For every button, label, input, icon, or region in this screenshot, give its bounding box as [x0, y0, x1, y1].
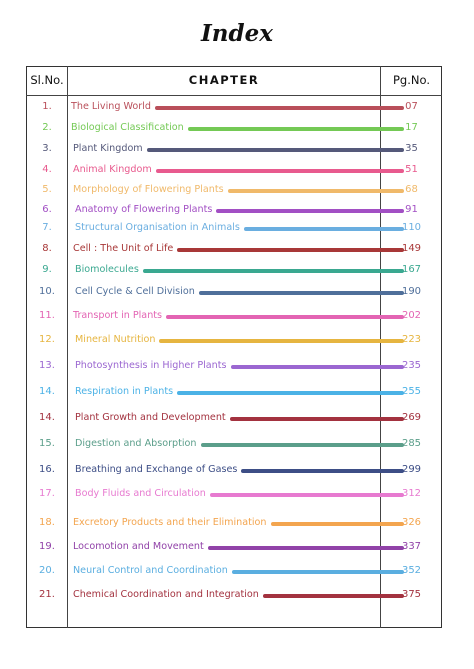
chapter-title: Cell Cycle & Cell Division — [75, 286, 195, 297]
table-row — [0, 139, 474, 159]
table-row — [0, 239, 474, 259]
table-row — [0, 218, 474, 238]
page-number: 299 — [401, 464, 422, 475]
page-number: 326 — [401, 517, 422, 528]
serial-number: 4. — [42, 164, 52, 175]
chapter-title: Respiration in Plants — [75, 386, 174, 397]
page-number: 91 — [405, 204, 418, 215]
index-title: Index — [201, 20, 273, 47]
chapter-title: Plant Kingdom — [73, 143, 143, 154]
serial-number: 14. — [39, 412, 55, 423]
page-number: 167 — [401, 264, 422, 275]
table-row — [0, 200, 474, 220]
page-number: 51 — [405, 164, 418, 175]
table-row — [0, 118, 474, 138]
leader-bar — [159, 339, 404, 343]
chapter-title: The Living World — [71, 101, 151, 112]
table-row — [0, 282, 474, 302]
serial-number: 2. — [42, 122, 52, 133]
leader-bar — [241, 469, 404, 473]
page-number: 375 — [401, 589, 422, 600]
serial-number: 11. — [39, 310, 55, 321]
serial-number: 3. — [42, 143, 52, 154]
page-number: 337 — [401, 541, 422, 552]
header-sl-no: Sl.No. — [30, 73, 64, 87]
leader-bar — [230, 417, 404, 421]
page-number: 269 — [401, 412, 422, 423]
leader-bar — [244, 227, 404, 231]
serial-number: 12. — [39, 334, 55, 345]
page-number: 110 — [401, 222, 422, 233]
serial-number: 10. — [39, 286, 55, 297]
leader-bar — [156, 169, 404, 173]
serial-number: 19. — [39, 541, 55, 552]
chapter-title: Biological Classification — [71, 122, 184, 133]
serial-number: 15. — [39, 438, 55, 449]
chapter-title: Breathing and Exchange of Gases — [75, 464, 238, 475]
serial-number: 1. — [42, 101, 52, 112]
chapter-title: Chemical Coordination and Integration — [73, 589, 259, 600]
table-row — [0, 460, 474, 480]
page-number: 07 — [405, 101, 418, 112]
serial-number: 13. — [39, 360, 55, 371]
serial-number: 17. — [39, 488, 55, 499]
page-number: 35 — [405, 143, 418, 154]
leader-bar — [232, 570, 404, 574]
serial-number: 16. — [39, 464, 55, 475]
header-divider — [26, 95, 442, 96]
header-chapter: CHAPTER — [188, 73, 260, 87]
chapter-title: Mineral Nutrition — [75, 334, 156, 345]
table-row — [0, 561, 474, 581]
chapter-title: Cell : The Unit of Life — [73, 243, 174, 254]
table-row — [0, 537, 474, 557]
page-number: 190 — [401, 286, 422, 297]
table-row — [0, 513, 474, 533]
table-row — [0, 382, 474, 402]
serial-number: 18. — [39, 517, 55, 528]
leader-bar — [147, 148, 404, 152]
chapter-title: Excretory Products and their Elimination — [73, 517, 267, 528]
leader-bar — [231, 365, 404, 369]
leader-bar — [201, 443, 404, 447]
table-row — [0, 585, 474, 605]
chapter-title: Structural Organisation in Animals — [75, 222, 240, 233]
leader-bar — [210, 493, 404, 497]
leader-bar — [177, 248, 404, 252]
page-number: 223 — [401, 334, 422, 345]
leader-bar — [177, 391, 404, 395]
leader-bar — [208, 546, 404, 550]
table-row — [0, 180, 474, 200]
table-row — [0, 160, 474, 180]
leader-bar — [188, 127, 404, 131]
chapter-title: Photosynthesis in Higher Plants — [75, 360, 227, 371]
chapter-title: Anatomy of Flowering Plants — [75, 204, 213, 215]
chapter-title: Body Fluids and Circulation — [75, 488, 206, 499]
page-number: 235 — [401, 360, 422, 371]
page-number: 202 — [401, 310, 422, 321]
table-row — [0, 330, 474, 350]
table-row — [0, 484, 474, 504]
leader-bar — [166, 315, 404, 319]
chapter-title: Morphology of Flowering Plants — [73, 184, 224, 195]
chapter-title: Transport in Plants — [73, 310, 163, 321]
serial-number: 5. — [42, 184, 52, 195]
leader-bar — [228, 189, 404, 193]
page-number: 312 — [401, 488, 422, 499]
leader-bar — [143, 269, 404, 273]
serial-number: 20. — [39, 565, 55, 576]
table-row — [0, 356, 474, 376]
page-number: 68 — [405, 184, 418, 195]
chapter-title: Neural Control and Coordination — [73, 565, 228, 576]
chapter-title: Locomotion and Movement — [73, 541, 204, 552]
table-row — [0, 434, 474, 454]
table-row — [0, 408, 474, 428]
leader-bar — [155, 106, 404, 110]
serial-number: 6. — [42, 204, 52, 215]
table-row — [0, 306, 474, 326]
serial-number: 21. — [39, 589, 55, 600]
serial-number: 14. — [39, 386, 55, 397]
page-number: 352 — [401, 565, 422, 576]
chapter-title: Plant Growth and Development — [75, 412, 226, 423]
table-row — [0, 97, 474, 117]
chapter-title: Digestion and Absorption — [75, 438, 197, 449]
serial-number: 9. — [42, 264, 52, 275]
page-number: 285 — [401, 438, 422, 449]
serial-number: 7. — [42, 222, 52, 233]
chapter-title: Biomolecules — [75, 264, 139, 275]
page-number: 149 — [401, 243, 422, 254]
table-row — [0, 260, 474, 280]
chapter-title: Animal Kingdom — [73, 164, 152, 175]
leader-bar — [216, 209, 404, 213]
serial-number: 8. — [42, 243, 52, 254]
leader-bar — [199, 291, 404, 295]
page-number: 255 — [401, 386, 422, 397]
header-page-no: Pg.No. — [393, 73, 430, 87]
page-number: 17 — [405, 122, 418, 133]
